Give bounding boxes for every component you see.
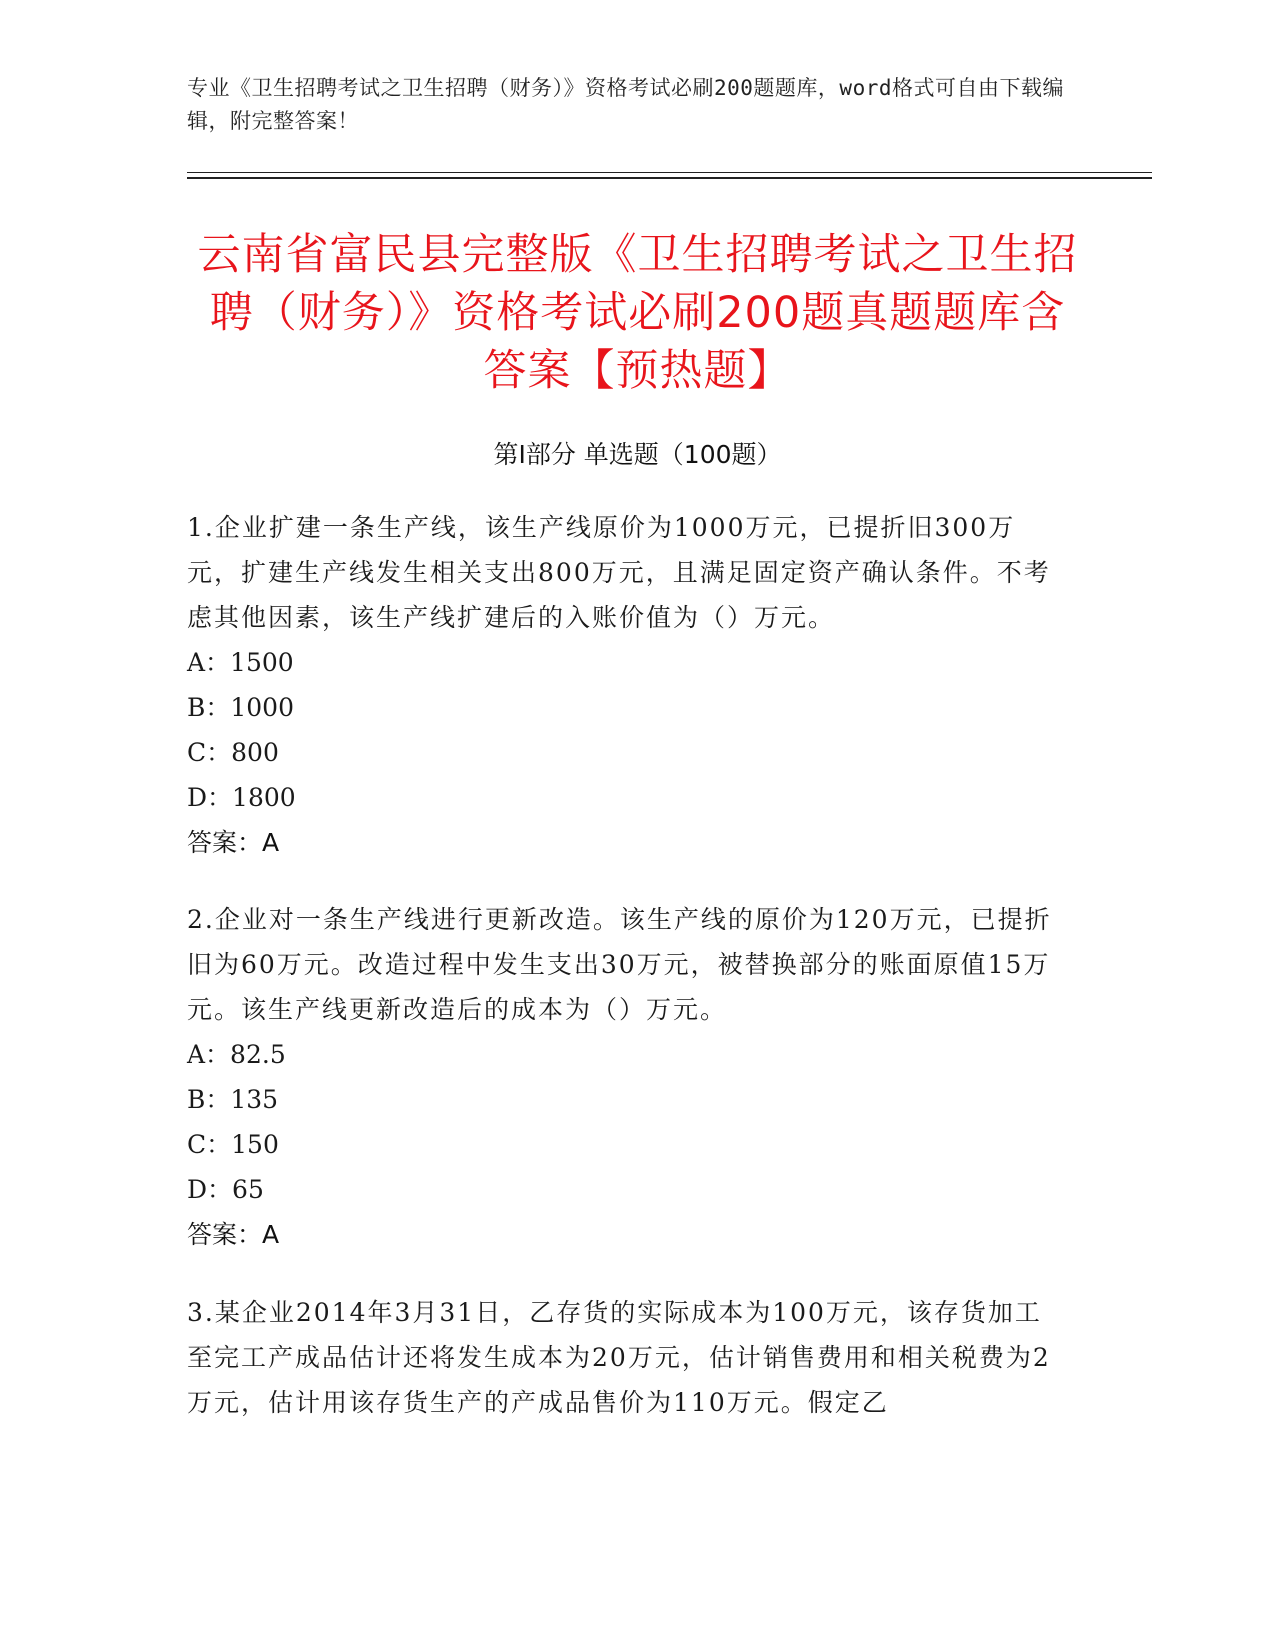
question-3	[187, 1290, 1067, 1425]
question-2	[187, 897, 1067, 1257]
header-divider-thick	[187, 177, 1152, 179]
header-note: 专业《卫生招聘考试之卫生招聘（财务）》资格考试必刷200题题库，word格式可自由下载编辑，附完整答案！	[187, 76, 1064, 133]
question-stem: 2.企业对一条生产线进行更新改造。该生产线的原价为120万元，已提折旧为60万元。改造过程中发生支出30万元，被替换部分的账面原值15万元。该生产线更新改造后的成本为（）万元。	[187, 905, 1052, 1024]
option-a: A：82.5	[187, 1040, 286, 1069]
option-a: A：1500	[187, 648, 294, 677]
option-b: B：1000	[187, 693, 294, 722]
document-title: 云南省富民县完整版《卫生招聘考试之卫生招聘（财务）》资格考试必刷200题真题题库含答案【预热题】	[197, 230, 1078, 396]
section-title: 第Ⅰ部分 单选题（100题）	[493, 440, 782, 469]
question-stem: 1.企业扩建一条生产线，该生产线原价为1000万元，已提折旧300万元，扩建生产线发生相关支出800万元，且满足固定资产确认条件。不考虑其他因素，该生产线扩建后的入账价值为（）万元。	[187, 513, 1051, 632]
question-1	[187, 505, 1067, 865]
option-c: C：150	[187, 1130, 279, 1159]
answer-line: 答案：A	[187, 1220, 280, 1249]
option-c: C：800	[187, 738, 279, 767]
option-d: D：1800	[187, 783, 296, 812]
option-b: B：135	[187, 1085, 279, 1114]
answer-line: 答案：A	[187, 828, 280, 857]
question-stem: 3.某企业2014年3月31日，乙存货的实际成本为100万元，该存货加工至完工产成品估计还将发生成本为20万元，估计销售费用和相关税费为2万元，估计用该存货生产的产成品售价为110万元。假定乙	[187, 1298, 1051, 1417]
option-d: D：65	[187, 1175, 264, 1204]
header-divider-thin	[187, 172, 1152, 173]
